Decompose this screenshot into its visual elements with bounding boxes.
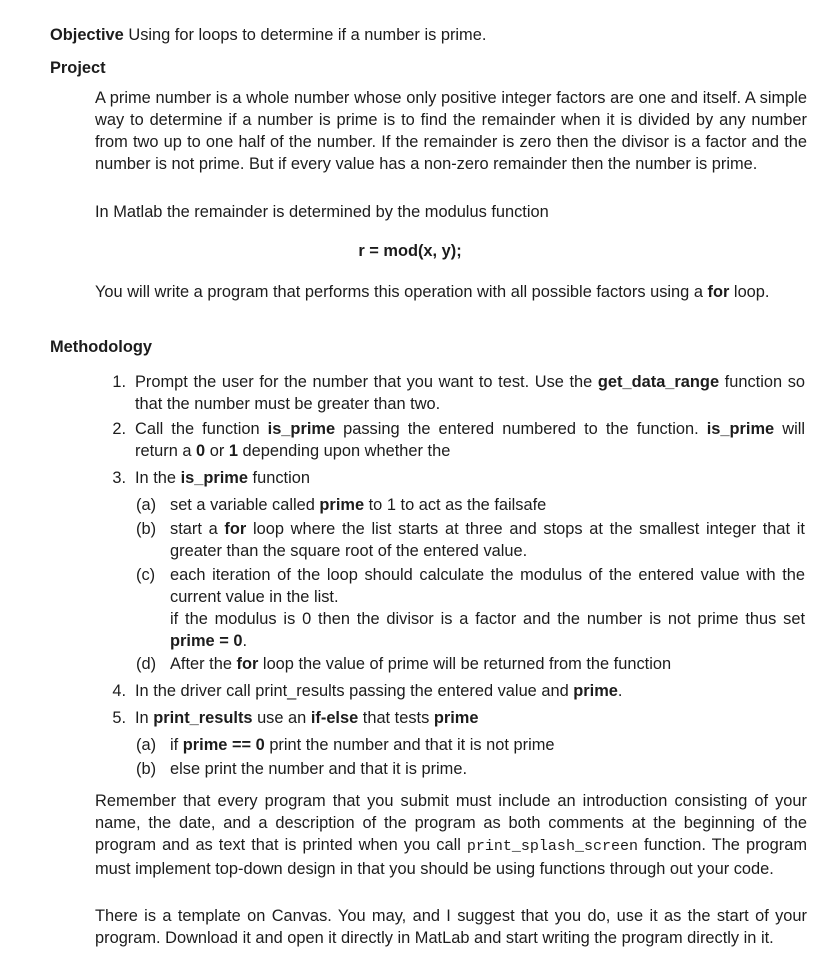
step-1-text-a: Prompt the user for the number that you want to test. Use the	[135, 373, 598, 391]
step-2-text-d: or	[205, 442, 229, 460]
step-3d-text-b: loop the value of prime will be returned from the function	[258, 655, 672, 673]
step-3d-label: (d)	[136, 655, 157, 673]
p3-text-a: You will write a program that performs this operation with all possible factors using a	[95, 283, 708, 301]
step-1-text-b: function so that the number must be greater than two.	[135, 373, 806, 413]
step-3a-label: (a)	[136, 496, 157, 514]
step-1-keyword: get_data_range	[597, 373, 720, 391]
step-2-keyword-2: is_prime	[706, 420, 775, 438]
step-5-keyword-3: prime	[433, 709, 479, 727]
step-3b-label: (b)	[136, 520, 157, 538]
step-2-number: 2.	[112, 420, 126, 438]
step-3c-label: (c)	[136, 566, 156, 584]
step-3c-text-b: .	[242, 632, 247, 650]
step-4-text	[135, 680, 805, 702]
step-1-text	[135, 371, 805, 415]
step-3c-text-1: each iteration of the loop should calculate the modulus of the entered value with the current value in the list.	[170, 566, 805, 606]
step-3c-text-2	[170, 608, 805, 652]
step-3c-keyword: prime = 0	[170, 632, 243, 650]
objective-text: Using for loops to determine if a number is prime.	[123, 26, 487, 44]
step-3a-text	[170, 494, 805, 516]
step-3b-text-a: start a	[170, 520, 225, 538]
step-3-text	[135, 467, 805, 489]
step-2-text	[135, 418, 805, 462]
step-5-text-c: that tests	[358, 709, 434, 727]
step-3c-text-a: if the modulus is 0 then the divisor is a factor and the number is not prime thus set	[170, 610, 805, 628]
step-3b-text	[170, 518, 805, 562]
step-2-text-e: depending upon whether the	[237, 442, 451, 460]
step-5a-text	[170, 734, 805, 756]
step-5a-label: (a)	[136, 736, 157, 754]
step-5-number: 5.	[112, 709, 126, 727]
step-4-number: 4.	[112, 682, 126, 700]
step-3a-keyword: prime	[319, 496, 365, 514]
step-5a-text-b: print the number and that it is not prime	[264, 736, 555, 754]
step-4-keyword: prime	[573, 682, 618, 700]
step-3-keyword: is_prime	[180, 469, 248, 487]
step-3b-text-b: loop where the list starts at three and stops at the smallest integer that it greater than the square root of the entered value.	[170, 520, 805, 560]
step-5-text	[135, 707, 805, 729]
step-2-text-c: will return a	[135, 420, 805, 460]
step-3-text-b: function	[247, 469, 310, 487]
step-2-text-b: passing the entered numbered to the function.	[335, 420, 707, 438]
step-5-keyword-1: print_results	[153, 709, 253, 727]
project-heading: Project	[50, 59, 106, 77]
step-3b-keyword: for	[224, 520, 247, 538]
step-5-text-b: use an	[252, 709, 311, 727]
objective-line	[50, 24, 486, 46]
closing-p1-text-a: Remember that every program that you submit must include an introduction consisting of your name, the date, and a description of the program as both comments at the beginning of the program and as text that is printed when you call	[95, 792, 807, 854]
project-paragraph-2: In Matlab the remainder is determined by the modulus function	[95, 203, 549, 221]
step-3a-text-b: to 1 to act as the failsafe	[364, 496, 547, 514]
p3-for-keyword: for	[707, 283, 730, 301]
step-4-text-a: In the driver call print_results passing the entered value and	[135, 682, 574, 700]
step-4-text-b: .	[617, 682, 623, 700]
step-5b-text: else print the number and that it is prime.	[170, 760, 468, 778]
step-2-keyword-1: is_prime	[267, 420, 336, 438]
step-3-text-a: In the	[135, 469, 181, 487]
step-1-number: 1.	[112, 373, 126, 391]
step-3d-keyword: for	[236, 655, 259, 673]
step-5b-label: (b)	[136, 760, 157, 778]
step-2-keyword-4: 1	[228, 442, 238, 460]
p3-text-c: loop.	[729, 283, 770, 301]
closing-paragraph-2: There is a template on Canvas. You may, and I suggest that you do, use it as the start of your program. Download it and open it directly in MatLab and start writing the program directly in it.	[95, 907, 807, 947]
step-3d-text	[170, 653, 805, 675]
step-5a-keyword: prime == 0	[182, 736, 265, 754]
step-3-number: 3.	[112, 469, 126, 487]
project-paragraph-1: A prime number is a whole number whose only positive integer factors are one and itself. A simple way to determine if a number is prime is to find the remainder when it is divided by any number from two up to one half of the number. If the remainder is zero then the divisor is a factor and the number is not prime. But if every value has a non-zero remainder then the number is prime.	[95, 89, 807, 173]
closing-p1-text-b: function. The program must implement top-down design in that you should be using functions through out your code.	[95, 836, 807, 878]
closing-paragraph-1	[95, 790, 807, 880]
step-3d-text-a: After the	[170, 655, 237, 673]
methodology-heading: Methodology	[50, 338, 152, 356]
mod-equation: r = mod(x, y);	[358, 242, 462, 260]
step-5a-text-a: if	[170, 736, 183, 754]
step-5-text-a: In	[135, 709, 154, 727]
objective-label: Objective	[50, 26, 124, 44]
step-2-text-a: Call the function	[135, 420, 268, 438]
step-5-keyword-2: if-else	[310, 709, 359, 727]
project-paragraph-3	[95, 281, 807, 303]
splash-screen-code: print_splash_screen	[466, 838, 638, 855]
step-3a-text-a: set a variable called	[170, 496, 320, 514]
step-2-keyword-3: 0	[196, 442, 206, 460]
